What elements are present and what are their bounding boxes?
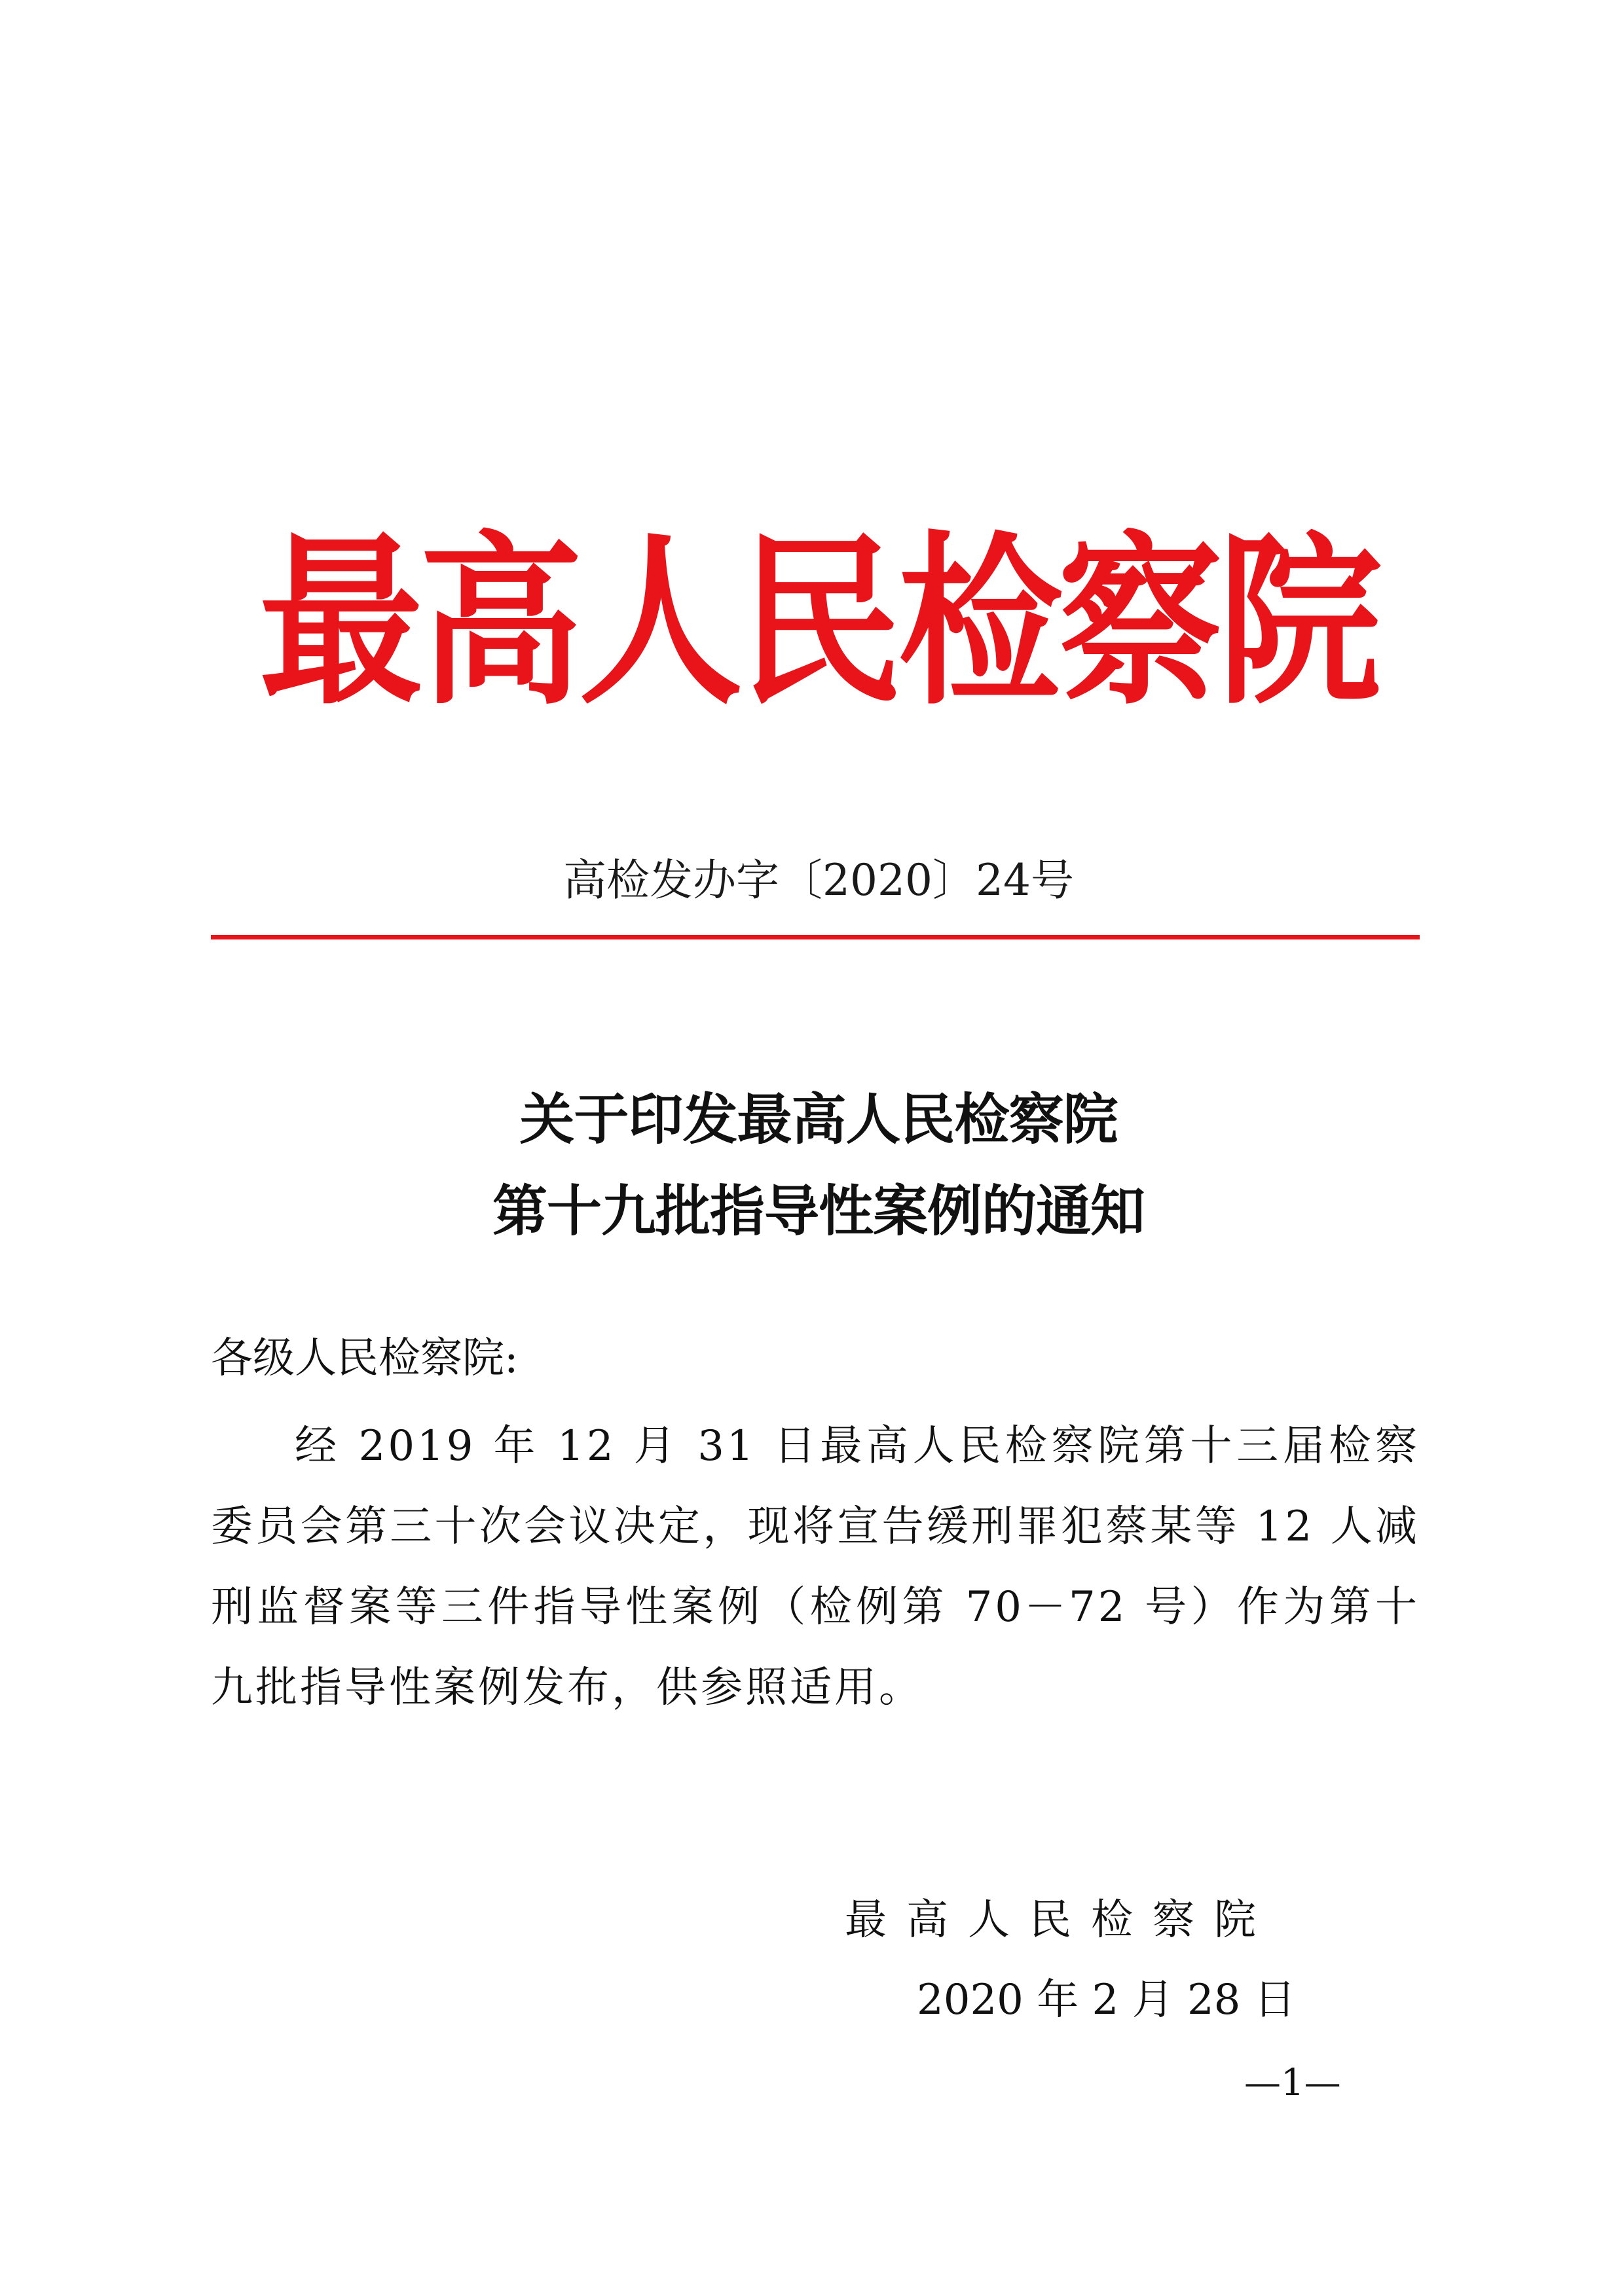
document-number: 高检发办字〔2020〕24号 [563, 855, 1074, 905]
title-line-2: 第十九批指导性案例的通知 [492, 1178, 1145, 1243]
page-number: —1— [1244, 2062, 1341, 2104]
title-line-1: 关于印发最高人民检察院 [519, 1087, 1118, 1152]
issuer-masthead: 最高人民检察院 [259, 513, 1378, 729]
addressee: 各级人民检察院: [211, 1334, 519, 1383]
body-paragraph: 经 2019 年 12 月 31 日最高人民检察院第十三届检察委员会第三十次会议决定，现将宣告缓刑罪犯蔡某等 12 人减刑监督案等三件指导性案例（检例第 70－72 号）作为第十九批指导性案例发布，供参照适用。 [211, 1422, 1420, 1712]
red-divider [211, 935, 1420, 939]
issue-date: 2020 年 2 月 28 日 [917, 1976, 1296, 2024]
signature-issuer: 最高人民检察院 [845, 1896, 1276, 1944]
notice-title [210, 1074, 1428, 1257]
